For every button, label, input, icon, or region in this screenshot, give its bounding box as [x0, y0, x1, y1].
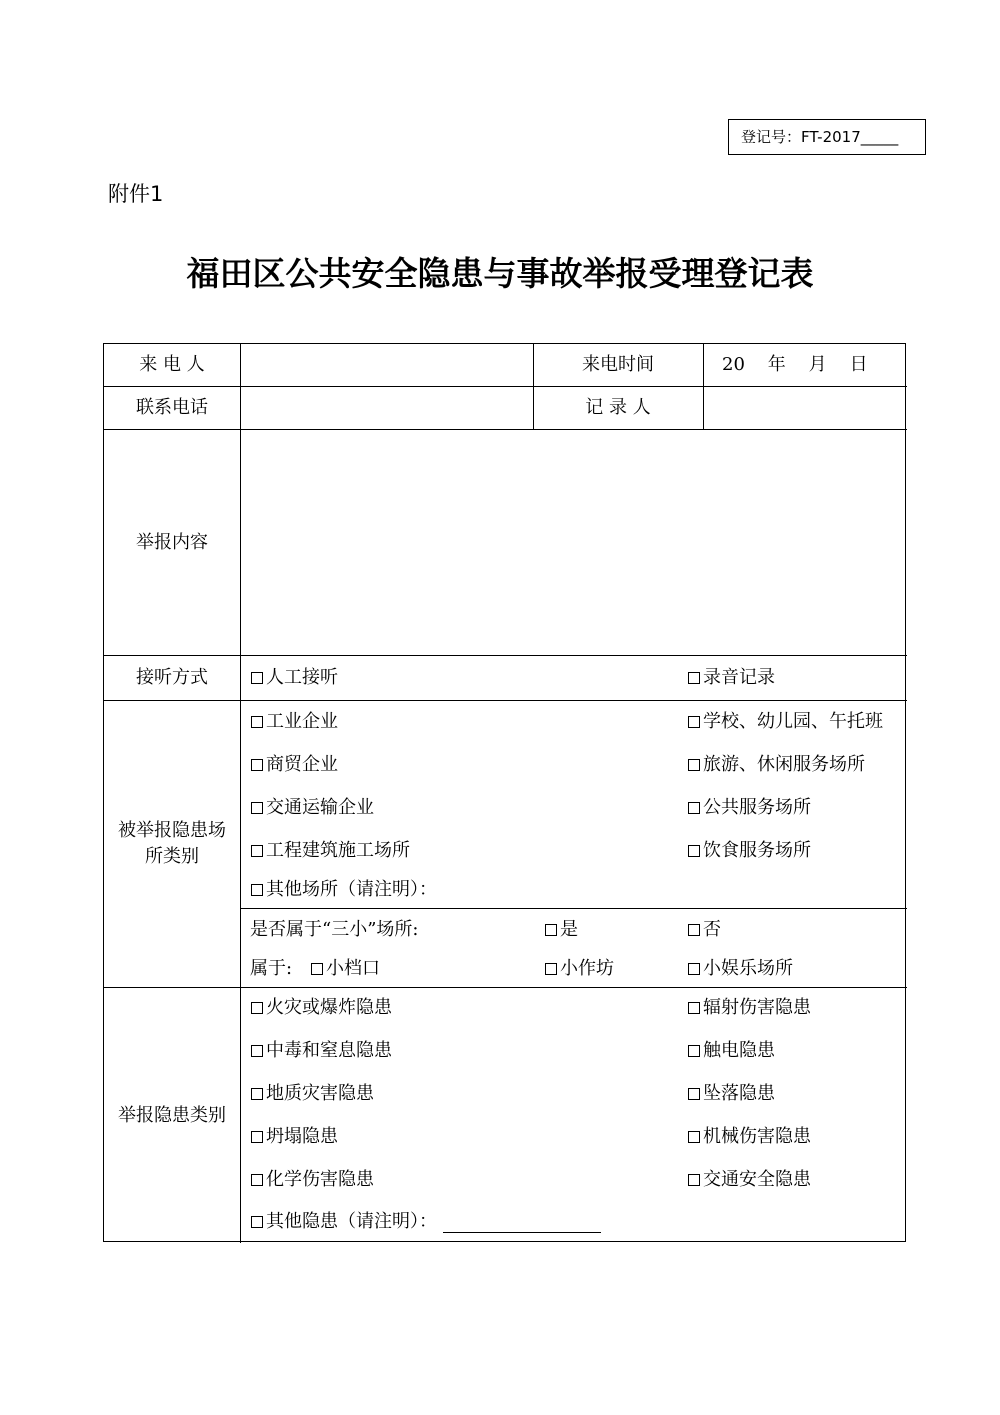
- checkbox-icon: [251, 759, 263, 771]
- checkbox-icon: [688, 845, 700, 857]
- hazard-option-other[interactable]: 其他隐患（请注明）：: [251, 1211, 601, 1233]
- other-hazard-blank[interactable]: [443, 1214, 601, 1233]
- checkbox-icon: [251, 884, 263, 896]
- page-title: 福田区公共安全隐患与事故举报受理登记表: [186, 254, 814, 293]
- checkbox-icon: [251, 672, 263, 684]
- checkbox-icon: [688, 1045, 700, 1057]
- checkbox-icon: [251, 802, 263, 814]
- checkbox-icon: [688, 716, 700, 728]
- report-content-label: 举报内容: [136, 531, 208, 553]
- checkbox-icon: [251, 716, 263, 728]
- checkbox-icon: [251, 1174, 263, 1186]
- attachment-label: 附件1: [108, 182, 164, 206]
- checkbox-icon: [688, 924, 700, 936]
- checkbox-icon: [251, 1088, 263, 1100]
- site-option-commerce[interactable]: 商贸企业: [251, 754, 338, 776]
- type-small-entertainment[interactable]: 小娱乐场所: [688, 958, 793, 980]
- three-small-question: 是否属于“三小”场所:: [250, 919, 419, 940]
- hazard-option-traffic[interactable]: 交通安全隐患: [688, 1169, 811, 1191]
- site-option-industrial[interactable]: 工业企业: [251, 711, 338, 733]
- hazard-option-chemical[interactable]: 化学伤害隐患: [251, 1169, 374, 1191]
- hazard-option-collapse[interactable]: 坍塌隐患: [251, 1126, 338, 1148]
- call-time-label: 来电时间: [582, 354, 654, 375]
- checkbox-icon: [251, 845, 263, 857]
- checkbox-icon: [688, 963, 700, 975]
- checkbox-icon: [251, 1216, 263, 1228]
- three-small-yes[interactable]: 是: [545, 919, 578, 941]
- hazard-category-label: 举报隐患类别: [118, 1104, 226, 1126]
- site-category-label: 被举报隐患场 所类别: [118, 820, 226, 867]
- site-option-school[interactable]: 学校、幼儿园、午托班: [688, 711, 883, 733]
- hazard-option-fall[interactable]: 坠落隐患: [688, 1083, 775, 1105]
- checkbox-icon: [688, 1088, 700, 1100]
- answer-option-recording[interactable]: 录音记录: [688, 667, 775, 689]
- checkbox-icon: [251, 1045, 263, 1057]
- hazard-option-poisoning[interactable]: 中毒和窒息隐患: [251, 1040, 392, 1062]
- type-small-workshop[interactable]: 小作坊: [545, 958, 614, 980]
- caller-label: 来 电 人: [139, 354, 205, 375]
- checkbox-icon: [688, 802, 700, 814]
- caller-field[interactable]: [241, 344, 533, 386]
- report-content-field[interactable]: [241, 430, 907, 655]
- checkbox-icon: [311, 963, 323, 975]
- site-option-public-service[interactable]: 公共服务场所: [688, 797, 811, 819]
- hazard-option-radiation[interactable]: 辐射伤害隐患: [688, 997, 811, 1019]
- hazard-option-electric[interactable]: 触电隐患: [688, 1040, 775, 1062]
- checkbox-icon: [688, 1131, 700, 1143]
- site-option-tourism[interactable]: 旅游、休闲服务场所: [688, 754, 865, 776]
- site-option-transport[interactable]: 交通运输企业: [251, 797, 374, 819]
- site-option-catering[interactable]: 饮食服务场所: [688, 840, 811, 862]
- phone-field[interactable]: [241, 387, 533, 429]
- checkbox-icon: [688, 1174, 700, 1186]
- site-option-construction[interactable]: 工程建筑施工场所: [251, 840, 410, 862]
- phone-label: 联系电话: [136, 397, 208, 418]
- answer-method-label: 接听方式: [136, 667, 208, 688]
- registration-form: [103, 343, 906, 1242]
- recorder-field[interactable]: [704, 387, 907, 429]
- checkbox-icon: [251, 1131, 263, 1143]
- checkbox-icon: [545, 924, 557, 936]
- registration-number-box: [728, 119, 926, 155]
- three-small-no[interactable]: 否: [688, 919, 721, 941]
- hazard-option-geological[interactable]: 地质灾害隐患: [251, 1083, 374, 1105]
- call-time-field[interactable]: 20 年 月 日: [722, 354, 868, 375]
- belongs-label: 属于:: [250, 958, 293, 979]
- checkbox-icon: [251, 1002, 263, 1014]
- checkbox-icon: [688, 759, 700, 771]
- checkbox-icon: [545, 963, 557, 975]
- hazard-option-fire[interactable]: 火灾或爆炸隐患: [251, 997, 392, 1019]
- checkbox-icon: [688, 1002, 700, 1014]
- answer-option-manual[interactable]: 人工接听: [251, 667, 338, 689]
- site-option-other[interactable]: 其他场所（请注明）：: [251, 879, 437, 901]
- type-small-stall[interactable]: 小档口: [311, 958, 380, 980]
- recorder-label: 记 录 人: [585, 397, 651, 418]
- hazard-option-mechanical[interactable]: 机械伤害隐患: [688, 1126, 811, 1148]
- registration-number-label: 登记号：FT-2017_____: [741, 128, 899, 146]
- checkbox-icon: [688, 672, 700, 684]
